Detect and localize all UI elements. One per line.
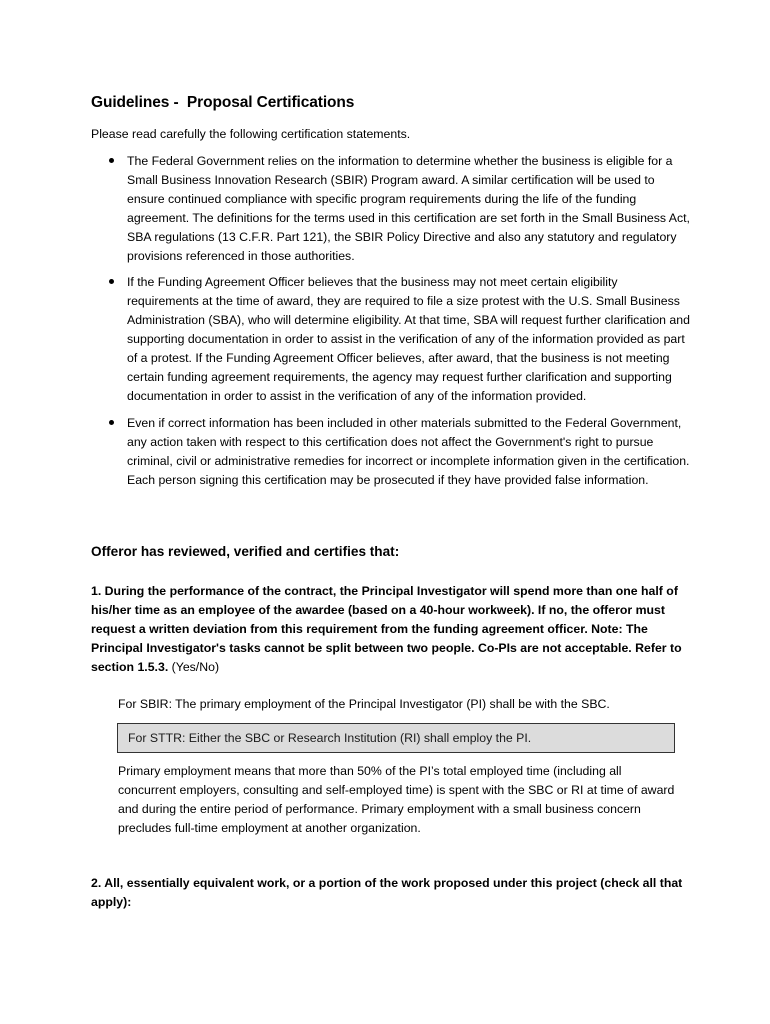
sbir-note: For SBIR: The primary employment of the Principal Investigator (PI) shall be with the SBC. — [118, 697, 610, 711]
list-item — [91, 414, 691, 490]
question-1-text: 1. During the performance of the contract, the Principal Investigator will spend more than one half of his/her time as an employee of the awardee (based on a 40-hour workweek). If no, the offeror must request a written deviation from this requirement from the funding agreement officer. Note: The Principal Investigator's tasks cannot be split between two people. Co-PIs are not acceptable. Refer to section 1.5.3. — [91, 584, 682, 674]
bullet-icon — [109, 158, 114, 163]
list-item-text: Even if correct information has been included in other materials submitted to the Federal Government, any action taken with respect to this certification does not affect the Government's right to pursue criminal, civil or administrative remedies for incorrect or incomplete information given in the certification. Each person signing this certification may be prosecuted if they have provided false information. — [127, 415, 690, 487]
intro-text: Please read carefully the following certification statements. — [91, 127, 411, 141]
sttr-note: For STTR: Either the SBC or Research Institution (RI) shall employ the PI. — [128, 731, 532, 745]
section-heading: Offeror has reviewed, verified and certifies that: — [91, 544, 400, 559]
sttr-note-box — [117, 723, 675, 753]
primary-employment-note: Primary employment means that more than 50% of the PI’s total employed time (including all concurrent employers, consulting and self-employed time) is spent with the SBC or RI at time of award and during the entire period of performance. Primary employment with a small business concern precludes full-time employment at another organization. — [118, 764, 675, 835]
list-item — [91, 152, 691, 265]
list-item — [91, 273, 691, 405]
question-2: 2. All, essentially equivalent work, or a portion of the work proposed under this project (check all that apply): — [91, 876, 683, 909]
certification-statements-list — [91, 152, 691, 497]
question-1 — [91, 582, 691, 677]
question-1-answer-hint: (Yes/No) — [168, 660, 220, 674]
list-item-text: The Federal Government relies on the information to determine whether the business is eligible for a Small Business Innovation Research (SBIR) Program award. A similar certification will be used to ensure continued compliance with specific program requirements during the life of the funding agreement. The definitions for the terms used in this certification are set forth in the Small Business Act, SBA regulations (13 C.F.R. Part 121), the SBIR Policy Directive and also any statutory and regulatory provisions referenced in those authorities. — [127, 154, 690, 263]
bullet-icon — [109, 420, 114, 425]
list-item-text: If the Funding Agreement Officer believes that the business may not meet certain eligibility requirements at the time of award, they are required to file a size protest with the U.S. Small Business Administration (SBA), who will determine eligibility. At that time, SBA will request further clarification and supporting documentation in order to assist in the verification of any of the information provided as part of a protest. If the Funding Agreement Officer believes, after award, that the business is not meeting certain funding agreement requirements, the agency may request further clarification and supporting documentation in order to assist in the verification of any of the information provided. — [127, 275, 690, 403]
bullet-icon — [109, 279, 114, 284]
page-title: Guidelines - Proposal Certifications — [91, 94, 355, 111]
